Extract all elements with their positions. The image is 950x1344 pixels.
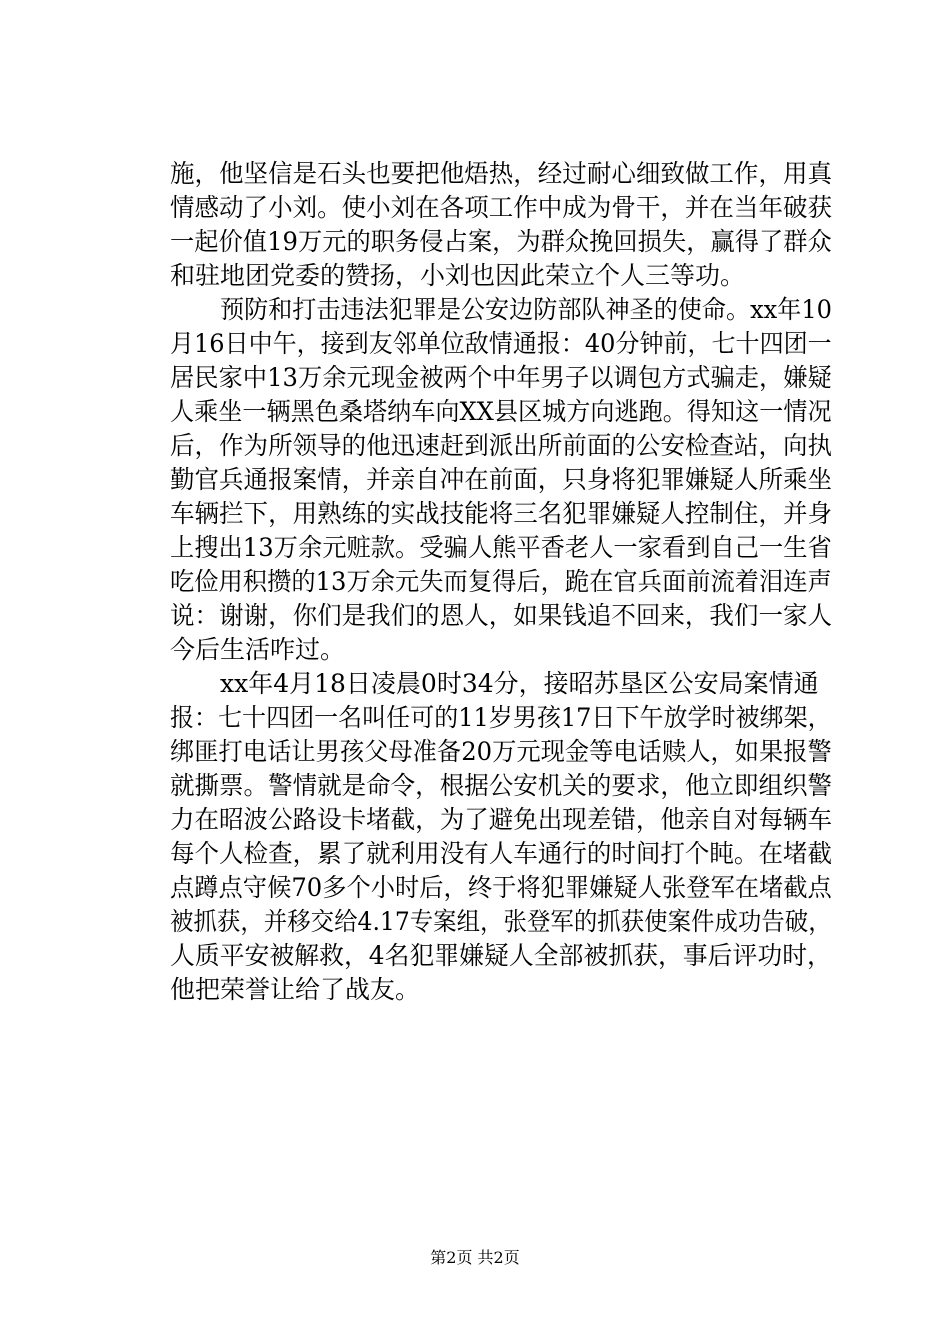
- text-line: 和驻地团党委的赞扬，小刘也因此荣立个人三等功。: [170, 261, 746, 290]
- text-line: 力在昭波公路设卡堵截，为了避免出现差错，他亲自对每辆车: [170, 805, 833, 834]
- text-line: 每个人检查，累了就利用没有人车通行的时间打个盹。在堵截: [170, 839, 833, 868]
- text-line: 一起价值19万元的职务侵占案，为群众挽回损失，赢得了群众: [170, 227, 832, 256]
- text-line: 居民家中13万余元现金被两个中年男子以调包方式骗走，嫌疑: [170, 363, 832, 392]
- text-line: 就撕票。警情就是命令，根据公安机关的要求，他立即组织警: [170, 771, 833, 800]
- text-line: 说：谢谢，你们是我们的恩人，如果钱追不回来，我们一家人: [170, 601, 833, 630]
- text-line: 后，作为所领导的他迅速赶到派出所前面的公安检查站，向执: [170, 431, 833, 460]
- page-number-footer: 第2页 共2页: [430, 1248, 520, 1267]
- text-line: 被抓获，并移交给4.17专案组，张登军的抓获使案件成功告破，: [170, 907, 832, 936]
- text-line: 他把荣誉让给了战友。: [170, 975, 421, 1004]
- text-line: 吃俭用积攒的13万余元失而复得后，跪在官兵面前流着泪连声: [170, 567, 832, 596]
- text-line: 情感动了小刘。使小刘在各项工作中成为骨干，并在当年破获: [170, 193, 833, 222]
- text-line: 报：七十四团一名叫任可的11岁男孩17日下午放学时被绑架，: [170, 703, 832, 732]
- text-line: 人乘坐一辆黑色桑塔纳车向XX县区城方向逃跑。得知这一情况: [170, 397, 832, 426]
- text-line: 车辆拦下，用熟练的实战技能将三名犯罪嫌疑人控制住，并身: [170, 499, 833, 528]
- text-line: 人质平安被解救，4名犯罪嫌疑人全部被抓获，事后评功时，: [170, 941, 832, 970]
- text-line: 上搜出13万余元赃款。受骗人熊平香老人一家看到自己一生省: [170, 533, 832, 562]
- text-line: 绑匪打电话让男孩父母准备20万元现金等电话赎人，如果报警: [170, 737, 832, 766]
- text-line: 月16日中午，接到友邻单位敌情通报：40分钟前，七十四团一: [170, 329, 832, 358]
- paragraph-first-line: xx年4月18日凌晨0时34分，接昭苏垦区公安局案情通: [220, 669, 819, 698]
- text-line: 今后生活咋过。: [170, 635, 346, 664]
- text-line: 勤官兵通报案情，并亲自冲在前面，只身将犯罪嫌疑人所乘坐: [170, 465, 833, 494]
- text-line: 点蹲点守候70多个小时后，终于将犯罪嫌疑人张登军在堵截点: [170, 873, 832, 902]
- text-line: 施，他坚信是石头也要把他焐热，经过耐心细致做工作，用真: [170, 159, 833, 188]
- paragraph-first-line: 预防和打击违法犯罪是公安边防部队神圣的使命。xx年10: [220, 295, 833, 324]
